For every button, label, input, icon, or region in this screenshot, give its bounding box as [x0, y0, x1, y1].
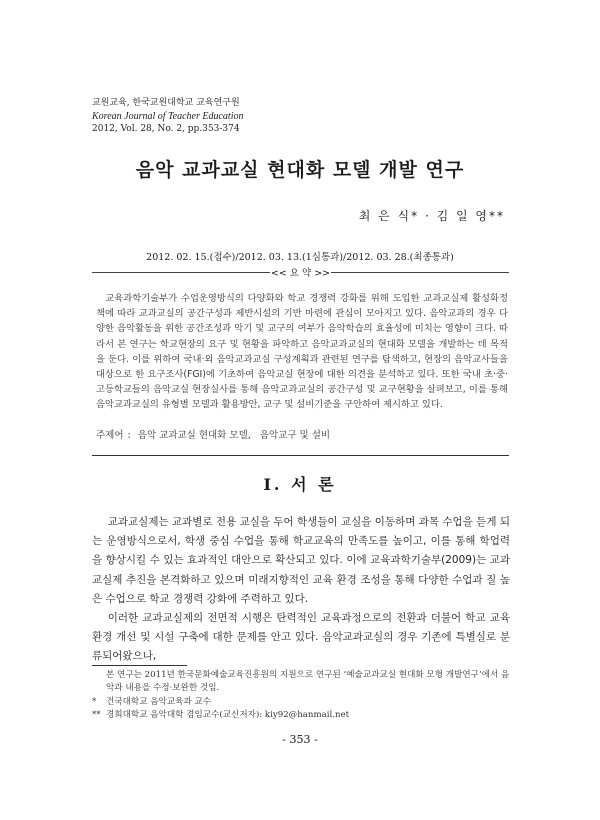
page-number: - 353 - — [282, 733, 318, 746]
footnote-divider — [92, 665, 187, 666]
keywords-label: 주제어 — [96, 430, 124, 441]
abstract-divider — [92, 455, 509, 456]
keyword-item: 음악 교과교실 현대화 모델, — [137, 430, 251, 441]
footnote-text: 본 연구는 2011년 한국문화예술교육진흥원의 지원으로 연구된 ‘예술교과교실 현대화 모형 개발연구’에서 음악과 내용을 수정·보완한 것임. — [106, 670, 510, 694]
footnote-text: 경희대학교 음악대학 겸임교수(교신저자): kiy92@hanmail.net — [106, 709, 350, 720]
footnote — [92, 709, 510, 722]
abstract-heading-text: << 요 약 >> — [270, 268, 331, 279]
abstract-text: 교육과학기술부가 수업운영방식의 다양화와 학교 경쟁력 강화를 위해 도입한 교과교실제 활성화정책에 따라 교과교실의 공간구성과 제반시설의 기반 마련에 관심이 모아지고 있다. 음악교과의 경우 다양한 음악활동을 위한 공간조성과 악기 및 교구의 여부가 음악학습의 효율성에 미치는 영향이 크다. 따라서 본 연구는 학교현장의 요구 및 현황을 파악하고 음악교과교실의 현대화 모델을 개발하는 데 목적을 둔다. 이를 위하여 국내·외 음악교과교실 구성계획과 관련된 연구를 탐색하고, 현장의 음악교사들을 대상으로 한 요구조사(FGI)에 기초하여 음악교실 현장에 대한 의견을 분석하고 있다. 또한 국내 초·중·고등학교들의 음악교실 현장실사를 통해 음악교과교실의 공간구성 및 교구현황을 살펴보고, 이를 통해 음악교과교실의 유형별 모델과 활용방안, 교구 및 설비기준을 구안하여 제시하고 있다. — [96, 293, 508, 411]
abstract-heading — [92, 265, 509, 279]
keywords: 주제어 : 음악 교과교실 현대화 모델, 음악교구 및 설비 — [96, 430, 331, 441]
footnote-mark: ** — [92, 709, 101, 720]
section-heading: Ⅰ. 서 론 — [263, 475, 337, 494]
journal-name-en: Korean Journal of Teacher Education — [92, 111, 244, 122]
journal-info — [92, 97, 243, 136]
keyword-item: 음악교구 및 설비 — [259, 430, 331, 441]
abstract-heading-rule-right — [331, 272, 509, 273]
paper-title: 음악 교과교실 현대화 모델 개발 연구 — [135, 159, 465, 181]
journal-volume: 2012, Vol. 28, No. 2, pp.353-374 — [92, 124, 240, 134]
footnote — [92, 696, 510, 709]
body-text — [92, 513, 510, 667]
footnote-text: 건국대학교 음악교육과 교수 — [106, 696, 212, 707]
authors: 최 은 식* · 김 일 영** — [358, 209, 505, 223]
body-paragraph: 이러한 교과교실제의 전면적 시행은 탄력적인 교육과정으로의 전환과 더불어 학교 교육 환경 개선 및 시설 구축에 대한 문제를 안고 있다. 음악교과교실의 경우 기존에 특별실로 분류되어왔으나, — [92, 612, 510, 663]
footnote-mark — [92, 669, 106, 696]
body-paragraph: 교과교실제는 교과별로 전용 교실을 두어 학생들이 교실을 이동하며 과목 수업을 듣게 되는 운영방식으로서, 학생 중심 수업을 통해 학교교육의 만족도를 높이고, 이를 통해 학업력을 향상시킬 수 있는 효과적인 대안으로 확산되고 있다. 이에 교육과학기술부(2009)는 교과교실제 추진을 본격화하고 있으며 미래지향적인 교육 환경 조성을 통해 다양한 수업과 질 높은 수업으로 학교 경쟁력 강화에 주력하고 있다. — [92, 516, 510, 605]
submission-dates: 2012. 02. 15.(접수)/2012. 03. 13.(1심통과)/2012. 03. 28.(최종통과) — [146, 252, 454, 263]
footnote — [92, 669, 510, 696]
footnote-mark: * — [92, 696, 97, 707]
journal-publisher: 교원교육, 한국교원대학교 교육연구원 — [92, 98, 240, 108]
footnotes — [92, 669, 510, 722]
